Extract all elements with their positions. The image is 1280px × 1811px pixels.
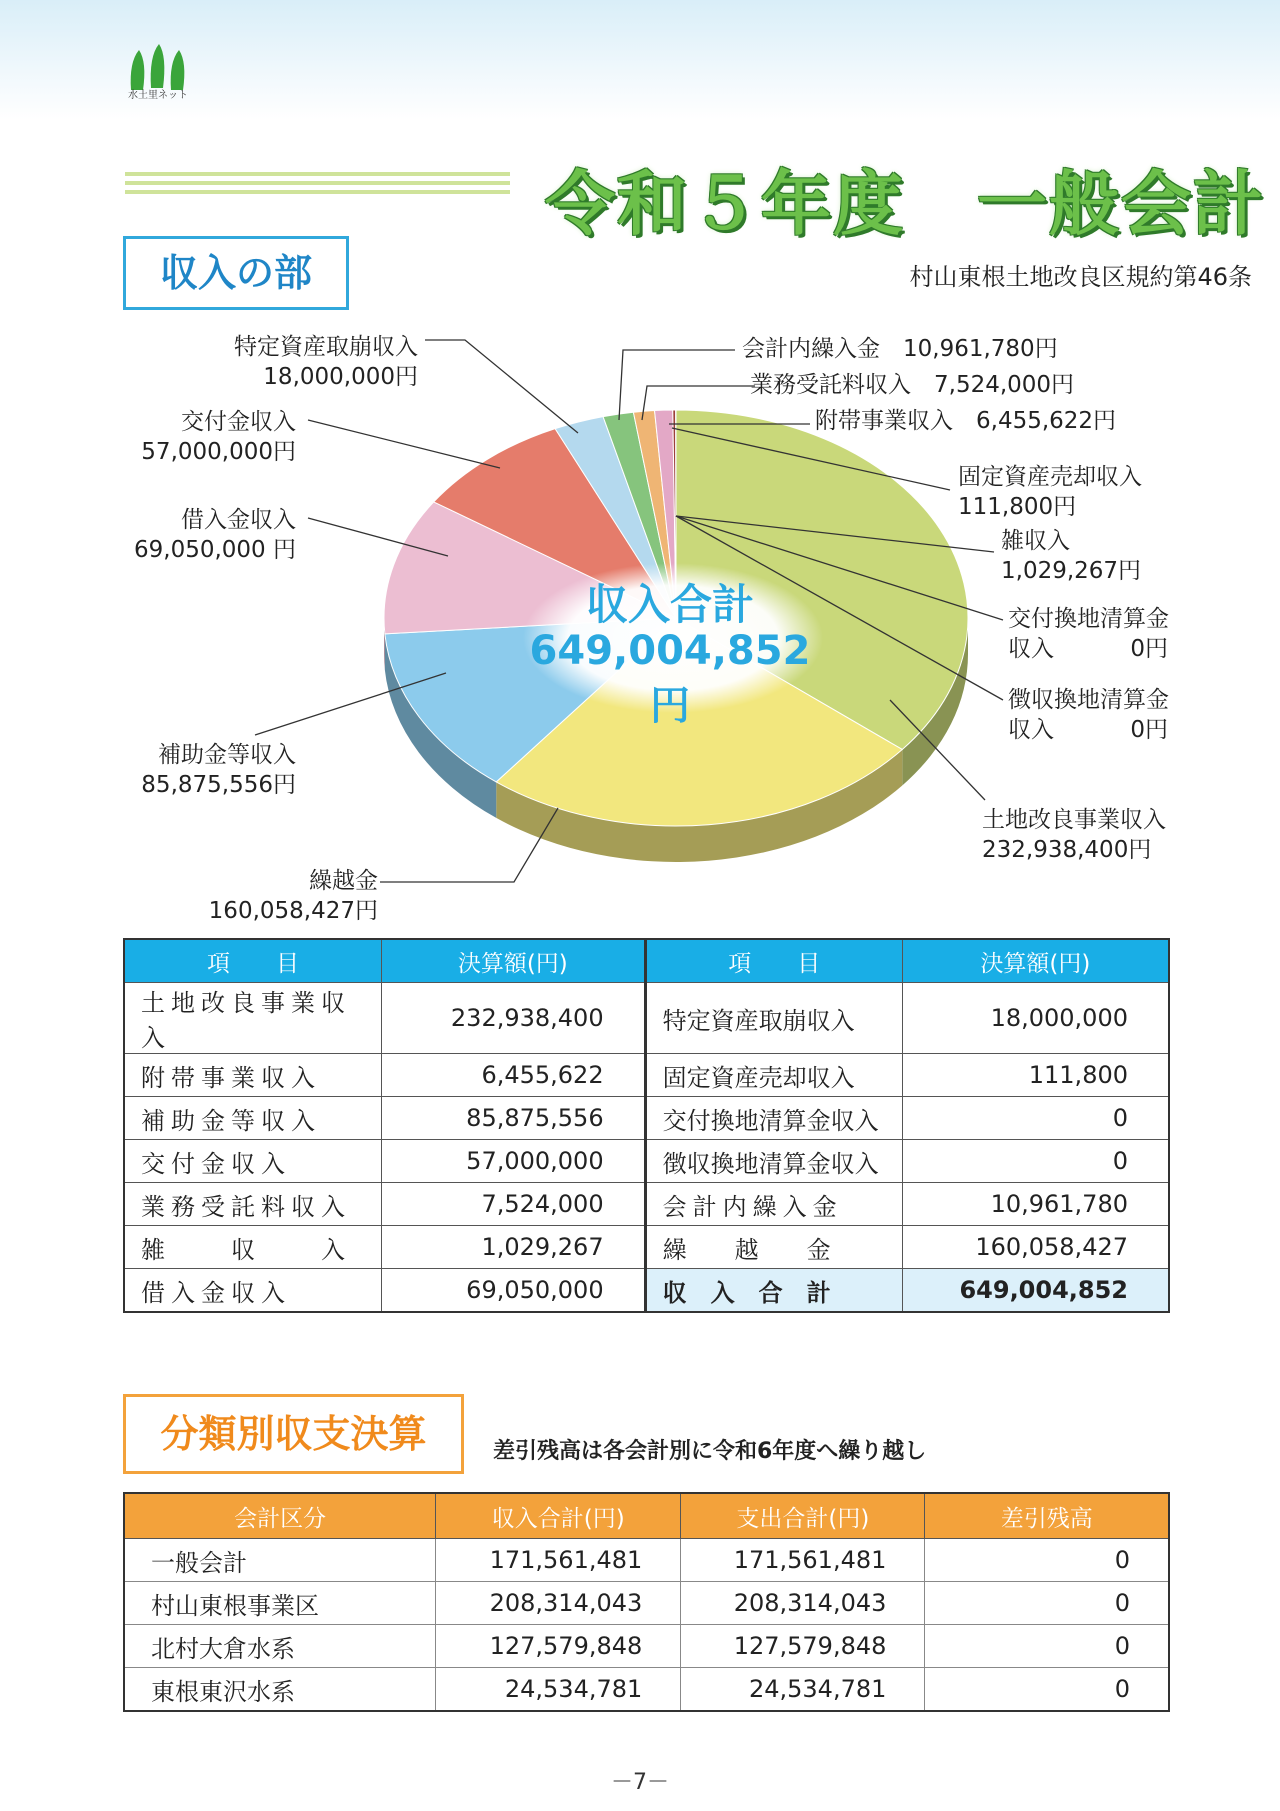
cell: 東根東沢水系: [124, 1668, 436, 1712]
label-gyomu: 業務受託料収入 7,524,000円: [750, 372, 1075, 398]
label-kofukin: 交付金収入 57,000,000円: [141, 409, 296, 465]
table-row: [124, 1140, 1169, 1183]
total-value-cell: 649,004,852: [902, 1269, 1169, 1313]
classification-table: [123, 1492, 1170, 1712]
cell: 6,455,622: [381, 1054, 645, 1097]
cell: 10,961,780: [902, 1183, 1169, 1226]
table-row: [124, 1183, 1169, 1226]
total-label-cell: 収 入 合 計: [645, 1269, 902, 1313]
cell: 借入金収入: [124, 1269, 381, 1313]
label-choshukanchi: 徴収換地清算金 収入 0円: [1008, 687, 1169, 743]
cell: 固定資産売却収入: [645, 1054, 902, 1097]
table-row: [124, 1226, 1169, 1269]
label-kaikeinai: 会計内繰入金 10,961,780円: [742, 336, 1058, 362]
cell: 69,050,000: [381, 1269, 645, 1313]
header-expense: 支出合計(円): [681, 1493, 925, 1539]
income-heading: 収入の部: [123, 236, 349, 310]
cell: 160,058,427: [902, 1226, 1169, 1269]
table-row: [124, 1668, 1169, 1712]
cell: 交付換地清算金収入: [645, 1097, 902, 1140]
label-zatsu: 雑収入 1,029,267円: [1001, 528, 1142, 584]
table-row: [124, 1539, 1169, 1582]
cell: 附帯事業収入: [124, 1054, 381, 1097]
income-table: [123, 938, 1170, 1313]
cell: 徴収換地清算金収入: [645, 1140, 902, 1183]
label-tochikairyo: 土地改良事業収入 232,938,400円: [982, 807, 1166, 863]
label-futai: 附帯事業収入 6,455,622円: [815, 408, 1117, 434]
cell: 127,579,848: [681, 1625, 925, 1668]
cell: 雑 収 入: [124, 1226, 381, 1269]
header-balance: 差引残高: [925, 1493, 1169, 1539]
cell: 交付金収入: [124, 1140, 381, 1183]
cell: 208,314,043: [681, 1582, 925, 1625]
page-number: －7－: [611, 1770, 669, 1795]
cell: 111,800: [902, 1054, 1169, 1097]
table-row: [124, 1054, 1169, 1097]
cell: 208,314,043: [436, 1582, 681, 1625]
table-row: [124, 1097, 1169, 1140]
table-row: [124, 1269, 1169, 1313]
label-kurikoshi: 繰越金 160,058,427円: [208, 868, 378, 924]
cell: 会計内繰入金: [645, 1183, 902, 1226]
label-kofukanchi: 交付換地清算金 収入 0円: [1008, 606, 1169, 662]
table-row: [124, 983, 1169, 1054]
cell: 業務受託料収入: [124, 1183, 381, 1226]
pie-center-total: 649,004,852円: [529, 628, 811, 729]
carryover-note: 差引残高は各会計別に令和6年度へ繰り越し: [493, 1439, 927, 1464]
label-tokutei: 特定資産取崩収入 18,000,000円: [234, 334, 418, 390]
cell: 232,938,400: [381, 983, 645, 1054]
pie-center-title: 収入合計: [585, 580, 754, 629]
header-amount-2: 決算額(円): [902, 939, 1169, 983]
cell: 171,561,481: [436, 1539, 681, 1582]
cell: 0: [925, 1539, 1169, 1582]
header-item-1: 項 目: [124, 939, 381, 983]
cell: 0: [925, 1582, 1169, 1625]
regulation-text: 村山東根土地改良区規約第46条: [909, 263, 1252, 291]
cell: 24,534,781: [681, 1668, 925, 1712]
header-item-2: 項 目: [645, 939, 902, 983]
cell: 北村大倉水系: [124, 1625, 436, 1668]
header-amount-1: 決算額(円): [381, 939, 645, 983]
cell: 土地改良事業収入: [124, 983, 381, 1054]
cell: 0: [902, 1097, 1169, 1140]
cell: 0: [902, 1140, 1169, 1183]
page-title: 令和５年度 一般会計: [545, 163, 1265, 245]
table-row: [124, 1625, 1169, 1668]
cell: 0: [925, 1668, 1169, 1712]
classification-table-header: [124, 1493, 1169, 1539]
label-kotei: 固定資産売却収入 111,800円: [958, 464, 1142, 520]
cell: 1,029,267: [381, 1226, 645, 1269]
cell: 171,561,481: [681, 1539, 925, 1582]
cell: 18,000,000: [902, 983, 1169, 1054]
cell: 特定資産取崩収入: [645, 983, 902, 1054]
cell: 24,534,781: [436, 1668, 681, 1712]
header-income: 収入合計(円): [436, 1493, 681, 1539]
income-table-header: [124, 939, 1169, 983]
cell: 補助金等収入: [124, 1097, 381, 1140]
cell: 繰 越 金: [645, 1226, 902, 1269]
header-category: 会計区分: [124, 1493, 436, 1539]
cell: 一般会計: [124, 1539, 436, 1582]
cell: 村山東根事業区: [124, 1582, 436, 1625]
logo-text: 水土里ネット: [128, 90, 188, 101]
label-hojokin: 補助金等収入 85,875,556円: [141, 742, 296, 798]
classification-heading: 分類別収支決算: [123, 1394, 464, 1474]
cell: 0: [925, 1625, 1169, 1668]
cell: 127,579,848: [436, 1625, 681, 1668]
table-row: [124, 1582, 1169, 1625]
label-shakunyu: 借入金収入 69,050,000 円: [134, 507, 296, 563]
cell: 57,000,000: [381, 1140, 645, 1183]
cell: 7,524,000: [381, 1183, 645, 1226]
cell: 85,875,556: [381, 1097, 645, 1140]
